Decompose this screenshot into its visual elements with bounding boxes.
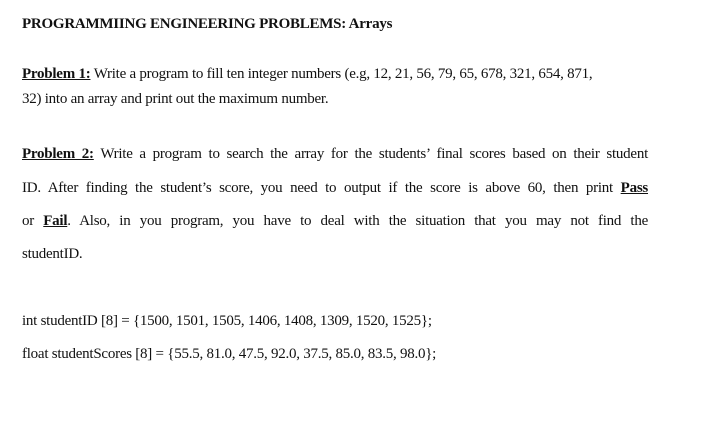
- problem2-line1: [22, 146, 648, 163]
- problem2-line2: [22, 180, 648, 197]
- problem1-line2: 32) into an array and print out the maximum number.: [22, 91, 329, 107]
- fail-keyword: Fail: [43, 213, 68, 229]
- problem1-text: Write a program to fill ten integer numbers (e.g, 12, 21, 56, 79, 65, 678, 321, 654, 871,: [90, 66, 593, 82]
- problem1-label: Problem 1:: [22, 66, 91, 82]
- problem2-text-3: . Also, in you program, you have to deal with the situation that you may not find the: [67, 213, 649, 229]
- code-student-ids: int studentID [8] = {1500, 1501, 1505, 1406, 1408, 1309, 1520, 1525};: [22, 313, 432, 329]
- or-text: or: [22, 213, 34, 229]
- problem2-label: Problem 2:: [22, 146, 94, 162]
- page-title: PROGRAMMIING ENGINEERING PROBLEMS: Arrays: [22, 16, 393, 32]
- problem2-line4: studentID.: [22, 246, 83, 262]
- pass-keyword: Pass: [620, 180, 649, 196]
- code-student-scores: float studentScores [8] = {55.5, 81.0, 47.5, 92.0, 37.5, 85.0, 83.5, 98.0};: [22, 346, 437, 362]
- problem2-text: Write a program to search the array for the students’ final scores based on their student: [93, 146, 648, 162]
- problem2-text-2: ID. After finding the student’s score, you need to output if the score is above 60, then print: [22, 180, 613, 196]
- problem1-line1: [22, 66, 592, 83]
- problem2-line3: [22, 213, 648, 230]
